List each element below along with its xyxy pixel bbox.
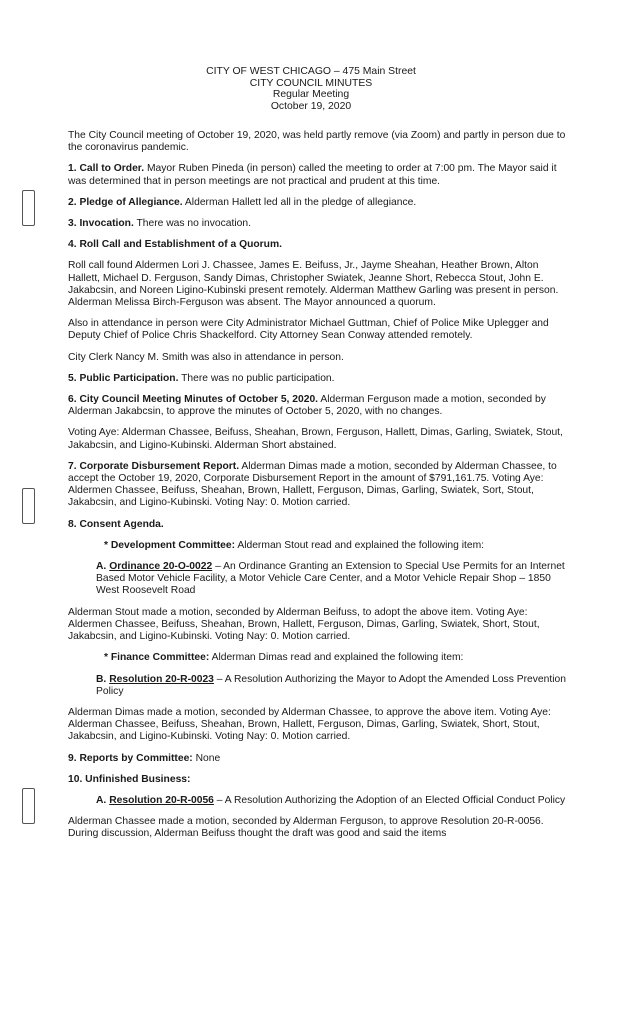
item-text: – A Resolution Authorizing the Mayor to Adopt the Amended Loss Prevention Policy — [96, 673, 566, 697]
section-title: 9. Reports by Committee: — [68, 752, 193, 764]
section-unfinished-business — [68, 774, 568, 786]
item-label: A. — [96, 794, 107, 806]
section-title: 1. Call to Order. — [68, 163, 145, 175]
section-call-to-order — [68, 163, 568, 187]
intro-paragraph: The City Council meeting of October 19, 2020, was held partly remove (via Zoom) and partly in person due to the coronavirus pandemic. — [68, 130, 566, 154]
finance-committee-line — [68, 652, 568, 664]
section-reports — [68, 753, 568, 765]
section-text: Alderman Ferguson made a motion, seconded by Alderman Jakabcsin, to approve the minutes of October 5, 2020, with no changes. — [68, 394, 546, 418]
resolution-link[interactable]: Resolution 20-R-0023 — [109, 673, 214, 685]
section-invocation — [68, 218, 568, 230]
ordinance-vote-paragraph: Alderman Stout made a motion, seconded by Alderman Beifuss, to adopt the above item. Voting Aye: Aldermen Chassee, Beifuss, Sheahan, Brown, Hallett, Ferguson, Dimas, Garling, Swiatek, Short, Stout, Jakabcsin, and Ligino-Kubinski. Voting Nay: 0. Motion carried. — [68, 606, 540, 643]
resolution-vote-paragraph: Alderman Dimas made a motion, seconded by Alderman Chassee, to approve the above item. Voting Aye: Alderman Chassee, Beifuss, Sheahan, Brown, Hallett, Ferguson, Dimas, Garling, Swiatek, Short, Stout, Jakabcsin, and Ligino-Kubinski. Voting Nay: 0. Motion carried. — [68, 706, 551, 743]
ordinance-link[interactable]: Ordinance 20-O-0022 — [109, 561, 213, 573]
header-city-address: CITY OF WEST CHICAGO – 475 Main Street — [206, 66, 416, 77]
unfinished-resolution-item — [68, 795, 568, 807]
section-meeting-minutes — [68, 394, 568, 418]
minutes-vote-paragraph: Voting Aye: Alderman Chassee, Beifuss, Sheahan, Brown, Ferguson, Hallett, Dimas, Garling, Swiatek, Stout, Jakabcsin, and Ligino-Kubinski. Alderman Short abstained. — [68, 427, 563, 451]
committee-text: Alderman Dimas read and explained the following item: — [209, 652, 464, 664]
section-title: 8. Consent Agenda. — [68, 518, 164, 530]
section-text: There was no invocation. — [133, 218, 251, 230]
roll-call-paragraph: Roll call found Aldermen Lori J. Chassee, James E. Beifuss, Jr., Jayme Sheahan, Heather Brown, Alton Hallett, Michael D. Ferguson, Sandy Dimas, Christopher Swiatek, Jeanne Short, Rebecca Stout, John E. Jakabcsin, and Noreen Ligino-Kubinski present remotely. Alderman Matthew Garling was present in person. Alderman Melissa Birch-Ferguson was absent. The Mayor announced a quorum. — [68, 260, 559, 309]
section-consent-agenda — [68, 519, 568, 531]
committee-text: Alderman Stout read and explained the following item: — [235, 539, 485, 551]
section-text: Alderman Dimas made a motion, seconded by Alderman Chassee, to accept the October 19, 2020, Corporate Disbursement Report in the amount of $791,161.75. Voting Aye: Aldermen Chassee, Beifuss, Sheahan, Brown, Hallett, Ferguson, Dimas, Garling, Swiatek, Sort, Stout, Jakabcsin, and Ligino-Kubinski. Voting Nay: 0. Motion carried. — [68, 460, 557, 509]
section-public-participation — [68, 373, 568, 385]
resolution-link[interactable]: Resolution 20-R-0056 — [109, 794, 214, 806]
section-title: 7. Corporate Disbursement Report. — [68, 460, 240, 472]
punch-hole-mark — [22, 488, 35, 524]
section-title: 5. Public Participation. — [68, 372, 179, 384]
punch-hole-mark — [22, 190, 35, 226]
section-text: There was no public participation. — [178, 372, 335, 384]
section-text: Alderman Hallett led all in the pledge of allegiance. — [182, 196, 417, 208]
item-label: A. — [96, 561, 107, 573]
document-header — [0, 66, 622, 112]
item-label: B. — [96, 673, 107, 685]
section-pledge — [68, 197, 568, 209]
committee-title: * Finance Committee: — [104, 652, 210, 664]
resolution-item — [68, 674, 568, 698]
section-text: None — [192, 752, 221, 764]
clerk-paragraph: City Clerk Nancy M. Smith was also in attendance in person. — [68, 351, 344, 363]
header-title: CITY COUNCIL MINUTES — [249, 77, 373, 89]
item-text: – A Resolution Authorizing the Adoption of an Elected Official Conduct Policy — [213, 794, 566, 806]
attendance-paragraph: Also in attendance in person were City Administrator Michael Guttman, Chief of Police Mike Uplegger and Deputy Chief of Police Chris Shackelford. City Attorney Sean Conway attended remotely. — [68, 318, 549, 342]
section-text: Mayor Ruben Pineda (in person) called the meeting to order at 7:00 pm. The Mayor said it was determined that in person meetings are not practical and prudent at this time. — [68, 163, 557, 187]
section-disbursement-report — [68, 461, 568, 510]
minutes-body — [68, 130, 568, 850]
header-date: October 19, 2020 — [270, 100, 352, 112]
section-title: 3. Invocation. — [68, 218, 134, 230]
development-committee-line — [68, 540, 568, 552]
section-title: 2. Pledge of Allegiance. — [68, 196, 183, 208]
unfinished-discussion-paragraph: Alderman Chassee made a motion, seconded by Alderman Ferguson, to approve Resolution 20-R-0056. During discussion, Alderman Beifuss thought the draft was good and said the items — [68, 816, 544, 840]
item-text: – An Ordinance Granting an Extension to Special Use Permits for an Internet Based Motor Vehicle Facility, a Motor Vehicle Care Center, and a Motor Vehicle Repair Shop – 1850 West Roosevelt Road — [96, 561, 565, 597]
committee-title: * Development Committee: — [104, 539, 236, 551]
section-title: 10. Unfinished Business: — [68, 773, 191, 785]
section-title: 6. City Council Meeting Minutes of October 5, 2020. — [68, 394, 319, 406]
section-roll-call — [68, 239, 568, 251]
section-title: 4. Roll Call and Establishment of a Quorum. — [68, 239, 282, 251]
ordinance-item — [68, 561, 568, 598]
header-meeting-type: Regular Meeting — [272, 89, 350, 101]
punch-hole-mark — [22, 788, 35, 824]
